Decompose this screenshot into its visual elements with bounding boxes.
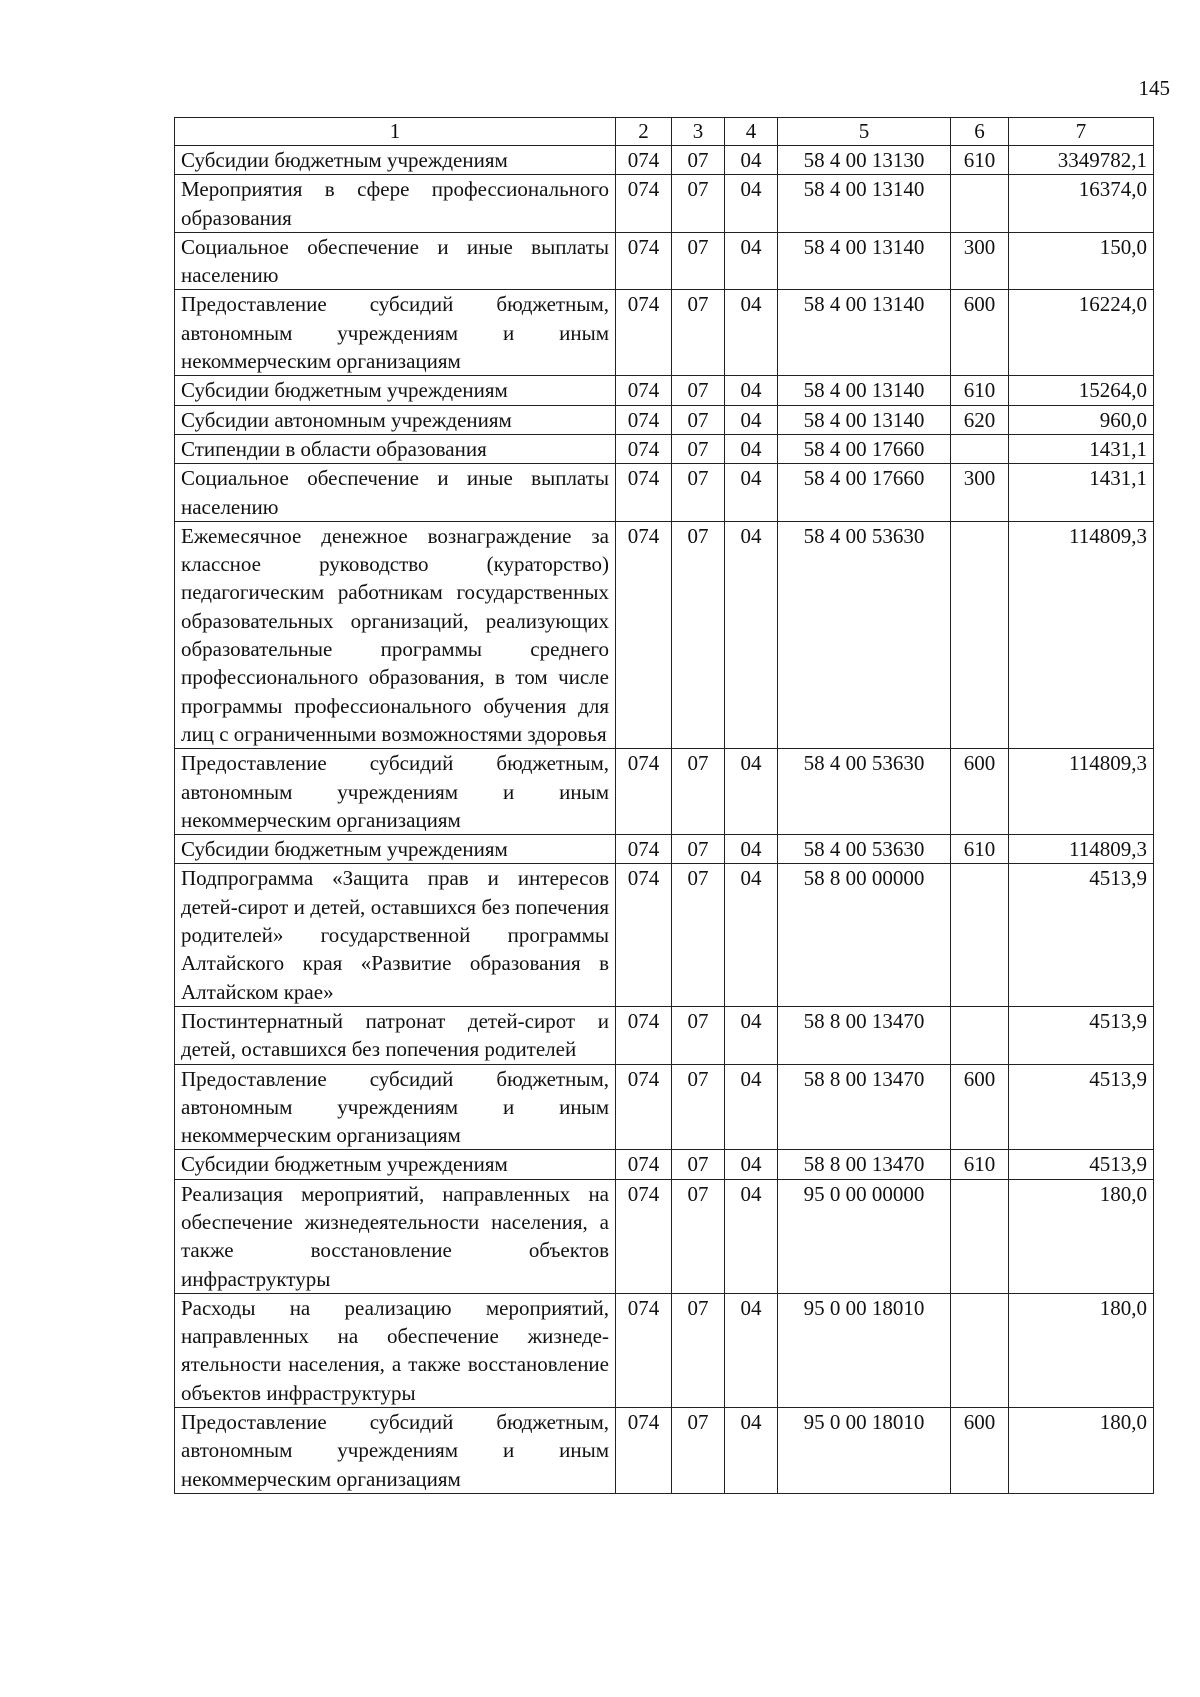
- row-admin-code-cell: 074: [616, 1408, 672, 1494]
- row-expense-type-cell: [951, 1293, 1009, 1407]
- row-section-cell: 07: [672, 749, 725, 835]
- row-target-article-cell: 58 4 00 53630: [778, 521, 951, 748]
- row-amount-cell: 16374,0: [1009, 175, 1154, 233]
- row-subsection-cell: 04: [725, 434, 778, 463]
- row-subsection-cell: 04: [725, 1179, 778, 1293]
- row-amount-cell: 180,0: [1009, 1179, 1154, 1293]
- row-target-article-cell: 95 0 00 18010: [778, 1293, 951, 1407]
- row-target-article-cell: 58 4 00 53630: [778, 835, 951, 864]
- row-name-cell: Субсидии бюджетным учреждениям: [175, 376, 616, 405]
- row-subsection-cell: 04: [725, 521, 778, 748]
- header-cell: 5: [778, 118, 951, 146]
- row-section-cell: 07: [672, 175, 725, 233]
- row-expense-type-cell: [951, 521, 1009, 748]
- row-section-cell: 07: [672, 864, 725, 1006]
- row-subsection-cell: 04: [725, 175, 778, 233]
- header-row: [175, 118, 1154, 146]
- row-subsection-cell: 04: [725, 1293, 778, 1407]
- row-admin-code-cell: 074: [616, 835, 672, 864]
- row-expense-type-cell: 600: [951, 749, 1009, 835]
- table-row: [175, 1293, 1154, 1407]
- row-name-cell: Реализация мероприятий, направленных на обеспечение жизнедеятельности населения, а также восстановление объектов инфраструктуры: [175, 1179, 616, 1293]
- row-expense-type-cell: [951, 434, 1009, 463]
- row-target-article-cell: 58 8 00 00000: [778, 864, 951, 1006]
- row-subsection-cell: 04: [725, 835, 778, 864]
- row-expense-type-cell: 610: [951, 376, 1009, 405]
- row-target-article-cell: 58 4 00 17660: [778, 434, 951, 463]
- row-name-cell: Предоставление субсидий бюджетным, автономным учреждениям и иным некоммерческим организациям: [175, 749, 616, 835]
- row-subsection-cell: 04: [725, 1408, 778, 1494]
- table-row: [175, 749, 1154, 835]
- row-admin-code-cell: 074: [616, 175, 672, 233]
- row-expense-type-cell: 620: [951, 405, 1009, 434]
- header-cell: 2: [616, 118, 672, 146]
- row-expense-type-cell: 300: [951, 464, 1009, 522]
- row-section-cell: 07: [672, 232, 725, 290]
- row-name-cell: Подпрограмма «Защита прав и интересов детей-сирот и детей, оставшихся без попечения родителей» государственной программы Алтайского края «Развитие образования в Алтайском крае»: [175, 864, 616, 1006]
- row-target-article-cell: 58 8 00 13470: [778, 1150, 951, 1179]
- row-name-cell: Предоставление субсидий бюджетным, автономным учреждениям и иным некоммерческим организациям: [175, 1408, 616, 1494]
- row-expense-type-cell: 610: [951, 146, 1009, 175]
- row-name-cell: Субсидии бюджетным учреждениям: [175, 1150, 616, 1179]
- row-subsection-cell: 04: [725, 146, 778, 175]
- row-admin-code-cell: 074: [616, 290, 672, 376]
- row-section-cell: 07: [672, 464, 725, 522]
- table-row: [175, 146, 1154, 175]
- row-target-article-cell: 58 8 00 13470: [778, 1006, 951, 1064]
- header-cell: 6: [951, 118, 1009, 146]
- row-section-cell: 07: [672, 405, 725, 434]
- row-name-cell: Субсидии автономным учреждениям: [175, 405, 616, 434]
- row-expense-type-cell: [951, 864, 1009, 1006]
- row-admin-code-cell: 074: [616, 521, 672, 748]
- row-admin-code-cell: 074: [616, 405, 672, 434]
- row-subsection-cell: 04: [725, 376, 778, 405]
- table-row: [175, 464, 1154, 522]
- budget-table: [174, 117, 1154, 1494]
- row-section-cell: 07: [672, 376, 725, 405]
- row-expense-type-cell: 610: [951, 835, 1009, 864]
- row-expense-type-cell: 600: [951, 1064, 1009, 1150]
- row-name-cell: Предоставление субсидий бюджетным, автономным учреждениям и иным некоммерческим организациям: [175, 290, 616, 376]
- row-target-article-cell: 58 8 00 13470: [778, 1064, 951, 1150]
- row-target-article-cell: 58 4 00 53630: [778, 749, 951, 835]
- header-cell: 1: [175, 118, 616, 146]
- row-section-cell: 07: [672, 835, 725, 864]
- table-row: [175, 376, 1154, 405]
- row-target-article-cell: 58 4 00 13140: [778, 376, 951, 405]
- row-amount-cell: 960,0: [1009, 405, 1154, 434]
- row-name-cell: Мероприятия в сфере профессионального образования: [175, 175, 616, 233]
- row-admin-code-cell: 074: [616, 464, 672, 522]
- row-section-cell: 07: [672, 521, 725, 748]
- row-admin-code-cell: 074: [616, 864, 672, 1006]
- row-subsection-cell: 04: [725, 864, 778, 1006]
- row-subsection-cell: 04: [725, 1006, 778, 1064]
- table-row: [175, 1064, 1154, 1150]
- row-name-cell: Предоставление субсидий бюджетным, автономным учреждениям и иным некоммерческим организациям: [175, 1064, 616, 1150]
- row-name-cell: Социальное обеспечение и иные выплаты населению: [175, 464, 616, 522]
- row-expense-type-cell: 300: [951, 232, 1009, 290]
- row-subsection-cell: 04: [725, 1064, 778, 1150]
- row-name-cell: Ежемесячное денежное вознаграждение за классное руководство (кураторство) педагогическим работникам государственных образовательных организаций, реализующих образовательные программы среднего профессионального образования, в том числе программы профессионального обучения для лиц с ограниченными возможностями здоровья: [175, 521, 616, 748]
- row-target-article-cell: 58 4 00 17660: [778, 464, 951, 522]
- row-subsection-cell: 04: [725, 232, 778, 290]
- row-admin-code-cell: 074: [616, 1293, 672, 1407]
- row-section-cell: 07: [672, 1179, 725, 1293]
- row-amount-cell: 15264,0: [1009, 376, 1154, 405]
- row-name-cell: Расходы на реализацию мероприятий, направленных на обеспечение жизнедеятельности населения, а также восстановление объектов инфраструктуры: [175, 1293, 616, 1407]
- row-admin-code-cell: 074: [616, 1006, 672, 1064]
- row-section-cell: 07: [672, 1006, 725, 1064]
- row-amount-cell: 4513,9: [1009, 1064, 1154, 1150]
- header-cell: 7: [1009, 118, 1154, 146]
- row-amount-cell: 114809,3: [1009, 749, 1154, 835]
- table-row: [175, 290, 1154, 376]
- row-name-cell: Стипендии в области образования: [175, 434, 616, 463]
- row-amount-cell: 4513,9: [1009, 1150, 1154, 1179]
- table-row: [175, 1150, 1154, 1179]
- row-amount-cell: 4513,9: [1009, 864, 1154, 1006]
- row-target-article-cell: 58 4 00 13140: [778, 405, 951, 434]
- row-target-article-cell: 58 4 00 13140: [778, 175, 951, 233]
- table-row: [175, 1408, 1154, 1494]
- page-number: 145: [1138, 76, 1170, 100]
- table-row: [175, 405, 1154, 434]
- row-admin-code-cell: 074: [616, 146, 672, 175]
- row-expense-type-cell: [951, 175, 1009, 233]
- row-amount-cell: 150,0: [1009, 232, 1154, 290]
- table-row: [175, 434, 1154, 463]
- row-amount-cell: 4513,9: [1009, 1006, 1154, 1064]
- row-section-cell: 07: [672, 146, 725, 175]
- row-subsection-cell: 04: [725, 464, 778, 522]
- row-amount-cell: 3349782,1: [1009, 146, 1154, 175]
- row-amount-cell: 114809,3: [1009, 835, 1154, 864]
- row-amount-cell: 1431,1: [1009, 434, 1154, 463]
- header-cell: 4: [725, 118, 778, 146]
- row-target-article-cell: 58 4 00 13140: [778, 290, 951, 376]
- row-name-cell: Субсидии бюджетным учреждениям: [175, 835, 616, 864]
- row-subsection-cell: 04: [725, 749, 778, 835]
- row-admin-code-cell: 074: [616, 1150, 672, 1179]
- row-section-cell: 07: [672, 290, 725, 376]
- row-subsection-cell: 04: [725, 290, 778, 376]
- row-amount-cell: 114809,3: [1009, 521, 1154, 748]
- row-expense-type-cell: 600: [951, 290, 1009, 376]
- row-admin-code-cell: 074: [616, 232, 672, 290]
- row-expense-type-cell: 600: [951, 1408, 1009, 1494]
- row-admin-code-cell: 074: [616, 1179, 672, 1293]
- table-row: [175, 864, 1154, 1006]
- row-section-cell: 07: [672, 1150, 725, 1179]
- row-subsection-cell: 04: [725, 405, 778, 434]
- row-name-cell: Субсидии бюджетным учреждениям: [175, 146, 616, 175]
- table-row: [175, 1006, 1154, 1064]
- row-expense-type-cell: [951, 1006, 1009, 1064]
- row-section-cell: 07: [672, 434, 725, 463]
- table-row: [175, 175, 1154, 233]
- row-section-cell: 07: [672, 1293, 725, 1407]
- row-admin-code-cell: 074: [616, 434, 672, 463]
- row-target-article-cell: 58 4 00 13140: [778, 232, 951, 290]
- row-target-article-cell: 95 0 00 18010: [778, 1408, 951, 1494]
- row-section-cell: 07: [672, 1408, 725, 1494]
- row-admin-code-cell: 074: [616, 749, 672, 835]
- row-amount-cell: 180,0: [1009, 1293, 1154, 1407]
- table-row: [175, 521, 1154, 748]
- row-name-cell: Социальное обеспечение и иные выплаты населению: [175, 232, 616, 290]
- table-row: [175, 1179, 1154, 1293]
- row-target-article-cell: 95 0 00 00000: [778, 1179, 951, 1293]
- row-subsection-cell: 04: [725, 1150, 778, 1179]
- table-row: [175, 232, 1154, 290]
- row-target-article-cell: 58 4 00 13130: [778, 146, 951, 175]
- row-admin-code-cell: 074: [616, 1064, 672, 1150]
- header-cell: 3: [672, 118, 725, 146]
- row-amount-cell: 1431,1: [1009, 464, 1154, 522]
- row-amount-cell: 16224,0: [1009, 290, 1154, 376]
- row-expense-type-cell: [951, 1179, 1009, 1293]
- row-section-cell: 07: [672, 1064, 725, 1150]
- row-expense-type-cell: 610: [951, 1150, 1009, 1179]
- row-amount-cell: 180,0: [1009, 1408, 1154, 1494]
- row-name-cell: Постинтернатный патронат детей-сирот и детей, оставшихся без попечения родителей: [175, 1006, 616, 1064]
- row-admin-code-cell: 074: [616, 376, 672, 405]
- table-row: [175, 835, 1154, 864]
